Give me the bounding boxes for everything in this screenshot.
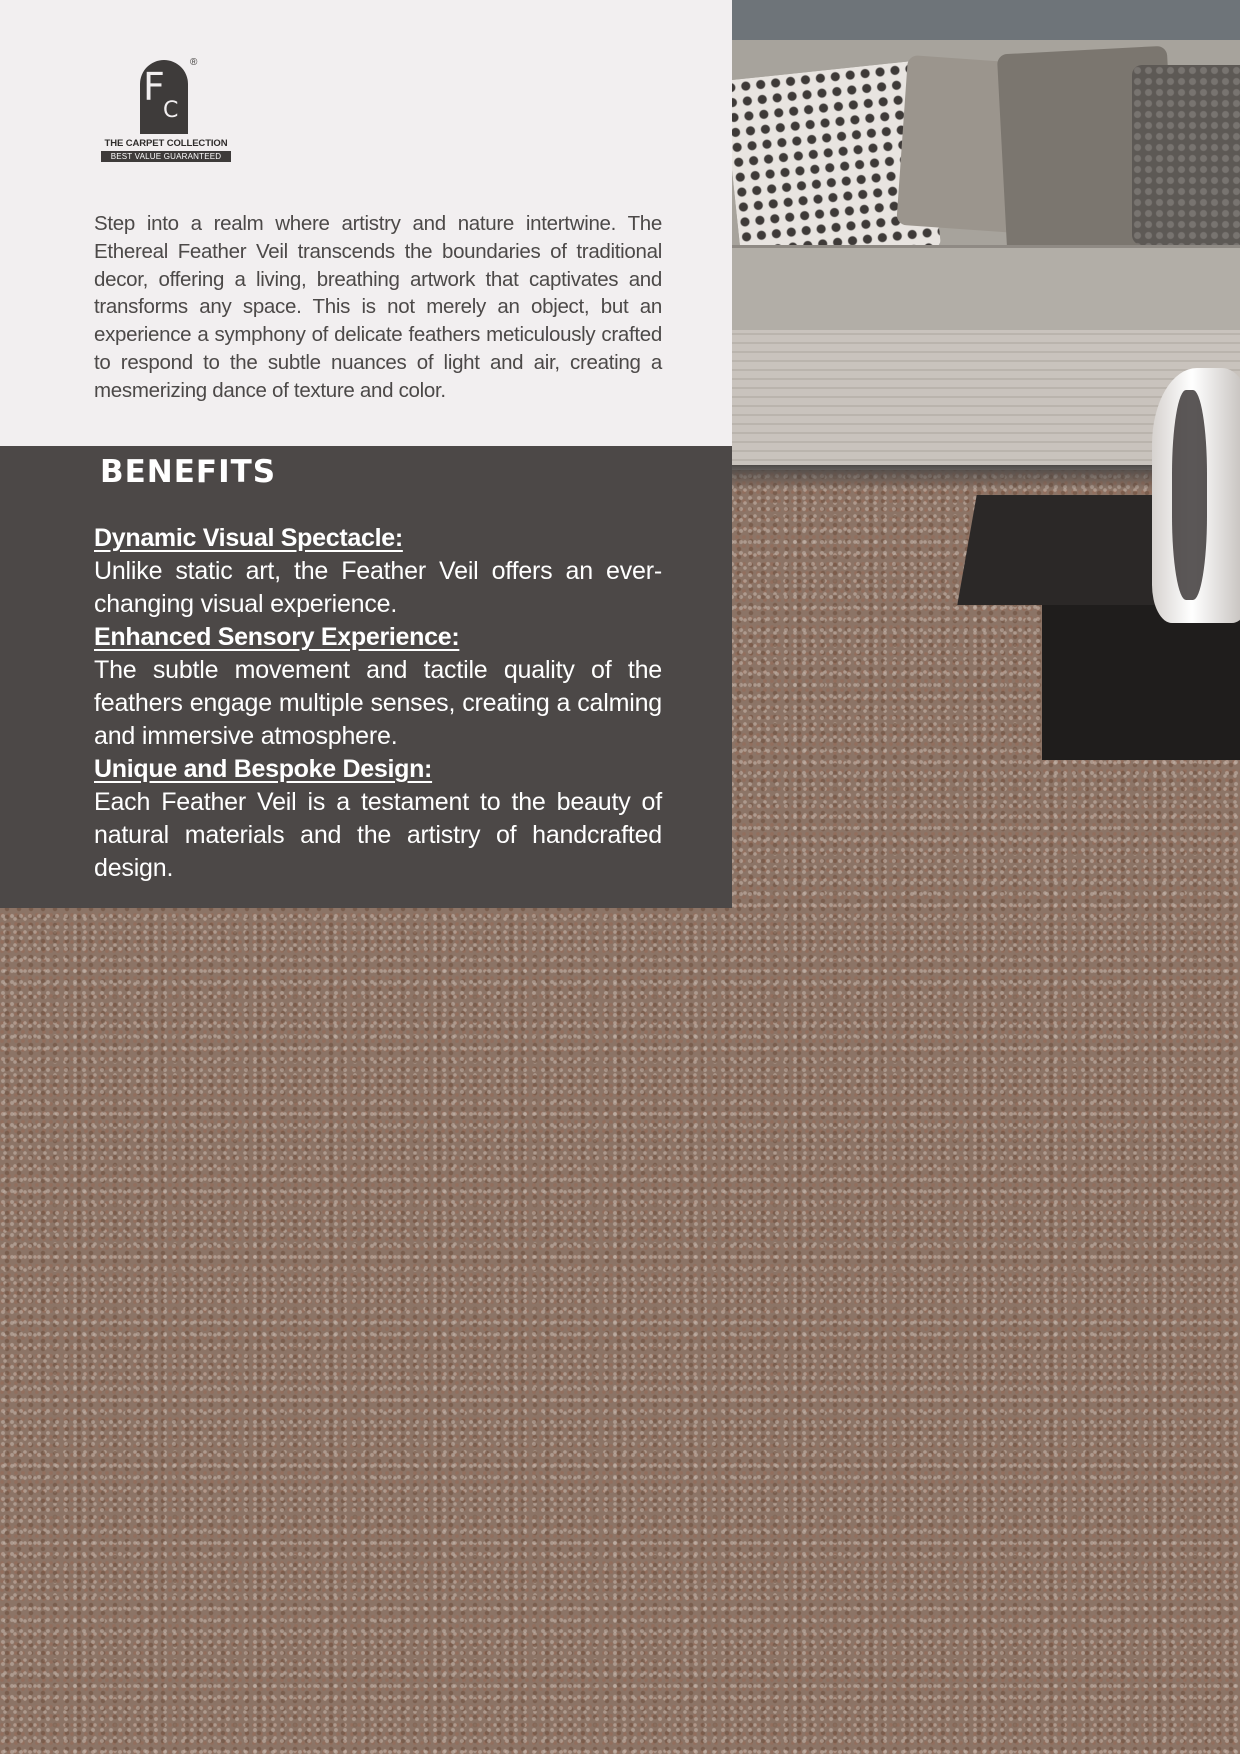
brand-logo [100, 58, 232, 164]
registered-mark: ® [190, 57, 198, 68]
benefit-title: Enhanced Sensory Experience: [94, 623, 460, 651]
coffee-table-base [1042, 600, 1240, 760]
logo-monogram-c: C [163, 98, 179, 123]
logo-monogram-f: F [143, 65, 165, 109]
brand-tagline: BEST VALUE GUARANTEED [101, 151, 231, 162]
benefit-description: The subtle movement and tactile quality of the feathers engage multiple senses, creating a calming and immersive atmosphere. [94, 656, 662, 750]
brand-name: THE CARPET COLLECTION [104, 138, 228, 149]
benefits-panel [0, 446, 732, 908]
benefit-item [94, 753, 662, 885]
living-room-photo [732, 0, 1240, 760]
patterned-pillow [1132, 65, 1240, 245]
benefit-title: Unique and Bespoke Design: [94, 755, 433, 783]
benefit-title: Dynamic Visual Spectacle: [94, 524, 403, 552]
vase-shadow [1172, 390, 1207, 600]
intro-paragraph: Step into a realm where artistry and nature intertwine. The Ethereal Feather Veil transcends the boundaries of traditional decor, offering a living, breathing artwork that captivates and transforms any space. This is not merely an object, but an experience a symphony of delicate feathers meticulously crafted to respond to the subtle nuances of light and air, creating a mesmerizing dance of texture and color. [94, 212, 662, 402]
benefit-list [94, 522, 662, 885]
benefit-item [94, 522, 662, 621]
benefit-description: Unlike static art, the Feather Veil offers an ever-changing visual experience. [94, 557, 662, 618]
benefit-item [94, 621, 662, 753]
benefits-heading: BENEFITS [100, 454, 277, 490]
sofa-seat [732, 245, 1240, 338]
intro-panel [0, 0, 732, 446]
benefit-description: Each Feather Veil is a testament to the beauty of natural materials and the artistry of handcrafted design. [94, 788, 662, 882]
